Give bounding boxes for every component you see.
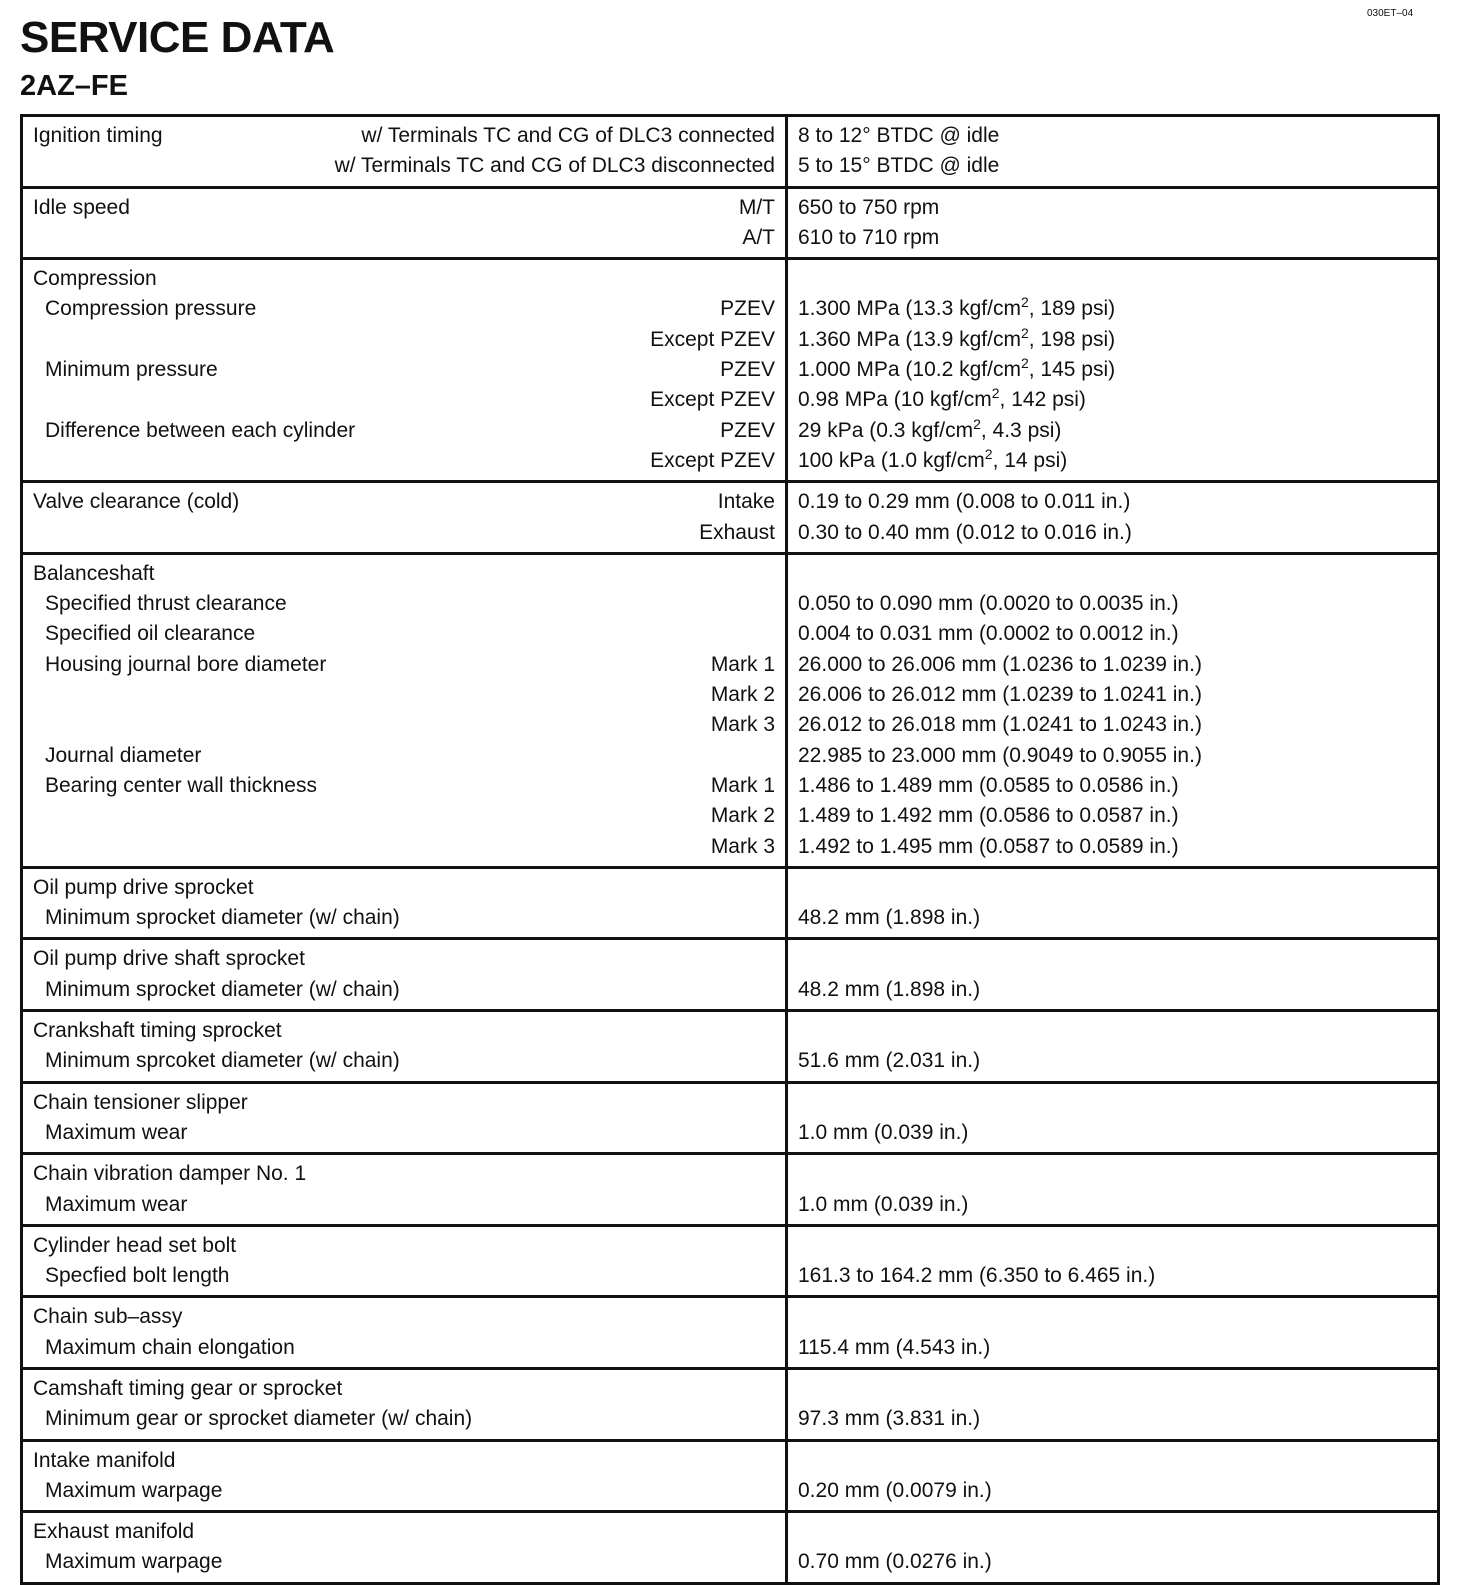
spec-item-label: Specified thrust clearance <box>45 592 287 616</box>
spec-section <box>22 187 1439 259</box>
spec-item-line <box>33 1446 775 1476</box>
spec-item-line <box>33 741 775 771</box>
spec-value: 29 kPa (0.3 kgf/$cm^2$, 4.3 psi) <box>798 415 1062 442</box>
spec-item-label: Exhaust manifold <box>33 1520 195 1544</box>
spec-item-line <box>33 1476 775 1506</box>
spec-item-cell <box>22 259 787 482</box>
spec-item-qualifier: PZEV <box>720 358 775 382</box>
spec-item-line <box>33 325 775 355</box>
spec-item-line <box>33 1046 775 1076</box>
spec-item-line <box>33 1118 775 1148</box>
spec-value-cell <box>787 187 1439 259</box>
spec-item-label: Maximum wear <box>45 1192 188 1216</box>
spec-value-cell <box>787 867 1439 939</box>
spec-item-label: Chain sub–assy <box>33 1305 183 1329</box>
spec-section <box>22 482 1439 554</box>
spec-item-label: Maximum wear <box>45 1120 188 1144</box>
spec-section <box>22 867 1439 939</box>
spec-item-qualifier: w/ Terminals TC and CG of DLC3 disconnected <box>334 154 775 178</box>
spec-value: 100 kPa (1.0 kgf/$cm^2$, 14 psi) <box>798 445 1068 472</box>
spec-value: 1.360 MPa (13.9 kgf/$cm^2$, 198 psi) <box>798 324 1116 351</box>
spec-item-qualifier: Except PZEV <box>650 448 775 472</box>
spec-value: 22.985 to 23.000 mm (0.9049 to 0.9055 in.) <box>798 743 1202 767</box>
spec-value <box>798 559 1427 589</box>
spec-value: 48.2 mm (1.898 in.) <box>798 906 981 930</box>
spec-item-line <box>33 1159 775 1189</box>
spec-item-qualifier: PZEV <box>720 418 775 442</box>
spec-section <box>22 1011 1439 1083</box>
spec-item-label: Maximum chain elongation <box>45 1335 295 1359</box>
spec-item-line <box>33 1190 775 1220</box>
spec-value: 115.4 mm (4.543 in.) <box>798 1335 991 1359</box>
spec-item-label: Minimum pressure <box>45 358 218 382</box>
spec-value-cell <box>787 1512 1439 1584</box>
spec-item-line <box>33 1404 775 1434</box>
spec-item-line <box>33 873 775 903</box>
spec-item-line <box>33 589 775 619</box>
spec-section <box>22 1225 1439 1297</box>
spec-value: 0.19 to 0.29 mm (0.008 to 0.011 in.) <box>798 490 1131 514</box>
spec-item-line <box>33 650 775 680</box>
spec-value: 26.012 to 26.018 mm (1.0241 to 1.0243 in.) <box>798 713 1202 737</box>
spec-item-line <box>33 944 775 974</box>
spec-item-line <box>33 619 775 649</box>
spec-item-line <box>33 1374 775 1404</box>
page-title: SERVICE DATA <box>20 13 335 62</box>
spec-item-label: Idle speed <box>33 195 130 219</box>
spec-item-qualifier: Except PZEV <box>650 327 775 351</box>
spec-item-line <box>33 975 775 1005</box>
spec-item-line <box>33 193 775 223</box>
spec-item-label: Camshaft timing gear or sprocket <box>33 1376 343 1400</box>
spec-item-qualifier: Exhaust <box>699 520 775 544</box>
spec-value: 1.489 to 1.492 mm (0.0586 to 0.0587 in.) <box>798 804 1179 828</box>
spec-item-line <box>33 223 775 253</box>
spec-item-qualifier: Except PZEV <box>650 388 775 412</box>
spec-item-cell <box>22 1225 787 1297</box>
spec-item-cell <box>22 1297 787 1369</box>
spec-item-line <box>33 385 775 415</box>
spec-value <box>798 944 1427 974</box>
spec-item-label: Journal diameter <box>45 743 202 767</box>
spec-item-label: Cylinder head set bolt <box>33 1233 237 1257</box>
spec-item-qualifier: Mark 3 <box>710 713 775 737</box>
spec-item-cell <box>22 1440 787 1512</box>
spec-value: 51.6 mm (2.031 in.) <box>798 1049 981 1073</box>
spec-value: 0.050 to 0.090 mm (0.0020 to 0.0035 in.) <box>798 592 1179 616</box>
spec-item-cell <box>22 1011 787 1083</box>
spec-item-line <box>33 446 775 476</box>
spec-item-label: Ignition timing <box>33 124 163 147</box>
spec-item-line <box>33 1231 775 1261</box>
spec-value: 5 to 15° BTDC @ idle <box>798 154 1000 178</box>
spec-value <box>798 1446 1427 1476</box>
spec-item-line <box>33 121 775 151</box>
spec-value-cell <box>787 1154 1439 1226</box>
spec-item-line <box>33 710 775 740</box>
spec-item-cell <box>22 1368 787 1440</box>
spec-value: 0.70 mm (0.0276 in.) <box>798 1550 992 1574</box>
spec-item-label: Difference between each cylinder <box>45 418 356 442</box>
spec-item-cell <box>22 1082 787 1154</box>
spec-value-cell <box>787 1225 1439 1297</box>
spec-item-qualifier: Mark 2 <box>710 683 775 707</box>
spec-value-cell <box>787 1297 1439 1369</box>
spec-item-label: Housing journal bore diameter <box>45 652 327 676</box>
spec-value-cell <box>787 1011 1439 1083</box>
spec-value-cell <box>787 939 1439 1011</box>
spec-value: 1.0 mm (0.039 in.) <box>798 1120 969 1144</box>
spec-item-line <box>33 1016 775 1046</box>
spec-value <box>798 1088 1427 1118</box>
spec-section <box>22 1368 1439 1440</box>
spec-item-qualifier: A/T <box>742 225 775 249</box>
spec-item-cell <box>22 1512 787 1584</box>
spec-section <box>22 1154 1439 1226</box>
spec-item-cell <box>22 553 787 867</box>
spec-value: 8 to 12° BTDC @ idle <box>798 124 1000 147</box>
spec-item-cell <box>22 116 787 188</box>
spec-value: 161.3 to 164.2 mm (6.350 to 6.465 in.) <box>798 1264 1156 1288</box>
spec-value <box>798 1016 1427 1046</box>
spec-value: 26.000 to 26.006 mm (1.0236 to 1.0239 in.) <box>798 652 1202 676</box>
spec-section <box>22 1297 1439 1369</box>
spec-item-cell <box>22 867 787 939</box>
service-data-table <box>20 114 1440 1585</box>
spec-item-line <box>33 680 775 710</box>
spec-item-line <box>33 1547 775 1577</box>
spec-item-line <box>33 518 775 548</box>
spec-item-line <box>33 1261 775 1291</box>
spec-item-label: Maximum warpage <box>45 1478 223 1502</box>
spec-value <box>798 1159 1427 1189</box>
spec-item-label: Minimum sprocket diameter (w/ chain) <box>45 906 400 930</box>
spec-value: 1.000 MPa (10.2 kgf/$cm^2$, 145 psi) <box>798 355 1116 382</box>
spec-item-line <box>33 801 775 831</box>
spec-item-line <box>33 355 775 385</box>
spec-value <box>798 1231 1427 1261</box>
spec-item-cell <box>22 939 787 1011</box>
spec-section <box>22 1512 1439 1584</box>
spec-item-line <box>33 294 775 324</box>
spec-item-label: Specified oil clearance <box>45 622 256 646</box>
spec-item-line <box>33 1088 775 1118</box>
spec-item-line <box>33 832 775 862</box>
spec-item-line <box>33 771 775 801</box>
spec-value: 1.492 to 1.495 mm (0.0587 to 0.0589 in.) <box>798 834 1179 858</box>
spec-value: 97.3 mm (3.831 in.) <box>798 1407 981 1431</box>
spec-item-label: Minimum gear or sprocket diameter (w/ chain) <box>45 1407 473 1431</box>
spec-value-cell <box>787 116 1439 188</box>
spec-item-qualifier: M/T <box>738 195 775 219</box>
spec-item-label: Minimum sprocket diameter (w/ chain) <box>45 977 400 1001</box>
spec-section <box>22 1440 1439 1512</box>
spec-value-cell <box>787 1082 1439 1154</box>
spec-value <box>798 1374 1427 1404</box>
spec-item-qualifier: PZEV <box>720 297 775 321</box>
spec-item-qualifier: w/ Terminals TC and CG of DLC3 connected <box>361 124 775 147</box>
spec-value <box>798 1302 1427 1332</box>
spec-value-cell <box>787 553 1439 867</box>
spec-item-label: Balanceshaft <box>33 561 155 585</box>
spec-item-qualifier: Mark 2 <box>710 804 775 828</box>
spec-section <box>22 259 1439 482</box>
spec-item-qualifier: Mark 1 <box>710 652 775 676</box>
spec-item-label: Intake manifold <box>33 1448 176 1472</box>
spec-value <box>798 264 1427 294</box>
spec-item-label: Chain vibration damper No. 1 <box>33 1162 307 1186</box>
spec-value-cell <box>787 482 1439 554</box>
spec-section <box>22 116 1439 188</box>
spec-item-label: Oil pump drive shaft sprocket <box>33 947 305 971</box>
spec-value: 1.300 MPa (13.3 kgf/$cm^2$, 189 psi) <box>798 294 1116 321</box>
spec-item-line <box>33 1333 775 1363</box>
spec-value-cell <box>787 1368 1439 1440</box>
spec-value: 0.30 to 0.40 mm (0.012 to 0.016 in.) <box>798 520 1132 544</box>
spec-value: 1.486 to 1.489 mm (0.0585 to 0.0586 in.) <box>798 773 1179 797</box>
spec-item-line <box>33 416 775 446</box>
spec-item-label: Minimum sprcoket diameter (w/ chain) <box>45 1049 400 1073</box>
spec-value-cell <box>787 259 1439 482</box>
spec-item-line <box>33 1517 775 1547</box>
spec-item-line <box>33 903 775 933</box>
spec-value-cell <box>787 1440 1439 1512</box>
spec-value: 0.98 MPa (10 kgf/$cm^2$, 142 psi) <box>798 385 1086 412</box>
spec-item-cell <box>22 1154 787 1226</box>
spec-item-cell <box>22 187 787 259</box>
spec-item-line <box>33 487 775 517</box>
spec-section <box>22 553 1439 867</box>
spec-value <box>798 1517 1427 1547</box>
spec-value: 0.20 mm (0.0079 in.) <box>798 1478 992 1502</box>
spec-item-cell <box>22 482 787 554</box>
spec-value: 650 to 750 rpm <box>798 195 940 219</box>
spec-item-qualifier: Mark 1 <box>710 773 775 797</box>
spec-value: 1.0 mm (0.039 in.) <box>798 1192 969 1216</box>
spec-item-label: Maximum warpage <box>45 1550 223 1574</box>
spec-value: 610 to 710 rpm <box>798 225 940 249</box>
spec-item-label: Bearing center wall thickness <box>45 773 317 797</box>
spec-section <box>22 939 1439 1011</box>
engine-code: 2AZ–FE <box>20 70 128 102</box>
spec-item-label: Crankshaft timing sprocket <box>33 1019 282 1043</box>
spec-item-label: Valve clearance (cold) <box>33 490 240 514</box>
spec-item-line <box>33 151 775 181</box>
spec-item-label: Oil pump drive sprocket <box>33 875 254 899</box>
spec-item-line <box>33 1302 775 1332</box>
spec-item-line <box>33 264 775 294</box>
spec-value: 26.006 to 26.012 mm (1.0239 to 1.0241 in.) <box>798 683 1202 707</box>
spec-item-qualifier: Intake <box>717 490 775 514</box>
spec-item-label: Specfied bolt length <box>45 1264 230 1288</box>
spec-section <box>22 1082 1439 1154</box>
spec-value: 0.004 to 0.031 mm (0.0002 to 0.0012 in.) <box>798 622 1179 646</box>
spec-item-line <box>33 559 775 589</box>
spec-value <box>798 873 1427 903</box>
spec-value: 48.2 mm (1.898 in.) <box>798 977 981 1001</box>
document-ref-code: 030ET–04 <box>1367 8 1414 19</box>
spec-item-label: Chain tensioner slipper <box>33 1090 248 1114</box>
spec-item-label: Compression pressure <box>45 297 257 321</box>
spec-item-qualifier: Mark 3 <box>710 834 775 858</box>
spec-item-label: Compression <box>33 267 157 291</box>
